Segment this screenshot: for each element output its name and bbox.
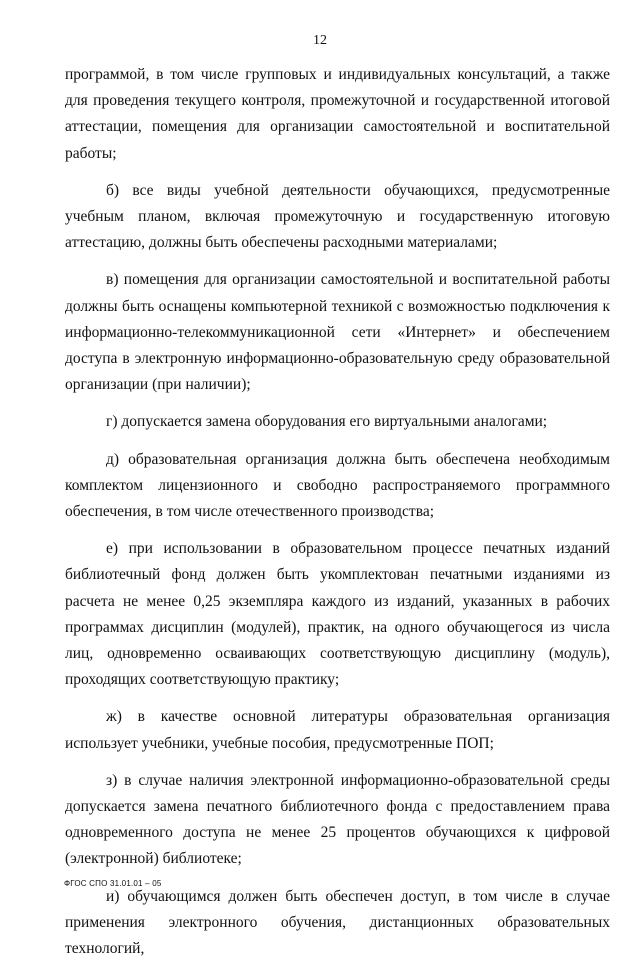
paragraph-continuation: программой, в том числе групповых и индивидуальных консультаций, а также для проведения текущего контроля, промежуточной и государственной итоговой аттестации, помещения для организации самостоятельной и воспитательной работы; bbox=[65, 66, 610, 162]
paragraph-e: е) при использовании в образовательном процессе печатных изданий библиотечный фонд должен быть укомплектован печатными изданиями из расчета не менее 0,25 экземпляра каждого из изданий, указанных в рабочих программах дисциплин (модулей), практик, на одного обучающегося из числа лиц, одновременно осваивающих соответствующую дисциплину (модуль), проходящих соответствующую практику; bbox=[65, 540, 610, 689]
paragraph-d: д) образовательная организация должна быть обеспечена необходимым комплектом лицензионного и свободно распространяемого программного обеспечения, в том числе отечественного производства; bbox=[65, 450, 610, 521]
document-code-footer: ФГОС СПО 31.01.01 – 05 bbox=[64, 879, 162, 888]
paragraph-v: в) помещения для организации самостоятельной и воспитательной работы должны быть оснащены компьютерной техникой с возможностью подключения к информационно-телекоммуникационной сети «Интернет» и обеспечением доступа в электронную информационно-образовательную среду образовательной организации (при наличии); bbox=[65, 271, 610, 394]
paragraph-z: з) в случае наличия электронной информационно-образовательной среды допускается замена печатного библиотечного фонда с предоставлением права одновременного доступа не менее 25 процентов обучающихся к цифровой (электронной) библиотеке; bbox=[65, 771, 610, 868]
paragraph-b: б) все виды учебной деятельности обучающихся, предусмотренные учебным планом, включая промежуточную и государственную итоговую аттестацию, должны быть обеспечены расходными материалами; bbox=[65, 181, 610, 252]
paragraph-g: г) допускается замена оборудования его виртуальными аналогами; bbox=[106, 413, 548, 431]
paragraph-i: и) обучающимся должен быть обеспечен доступ, в том числе в случае применения электронного обучения, дистанционных образовательных технологий, bbox=[65, 887, 610, 958]
paragraph-zh: ж) в качестве основной литературы образовательная организация использует учебники, учебные пособия, предусмотренные ПОП; bbox=[65, 708, 610, 752]
page-number: 12 bbox=[313, 33, 327, 48]
document-body bbox=[65, 62, 610, 973]
